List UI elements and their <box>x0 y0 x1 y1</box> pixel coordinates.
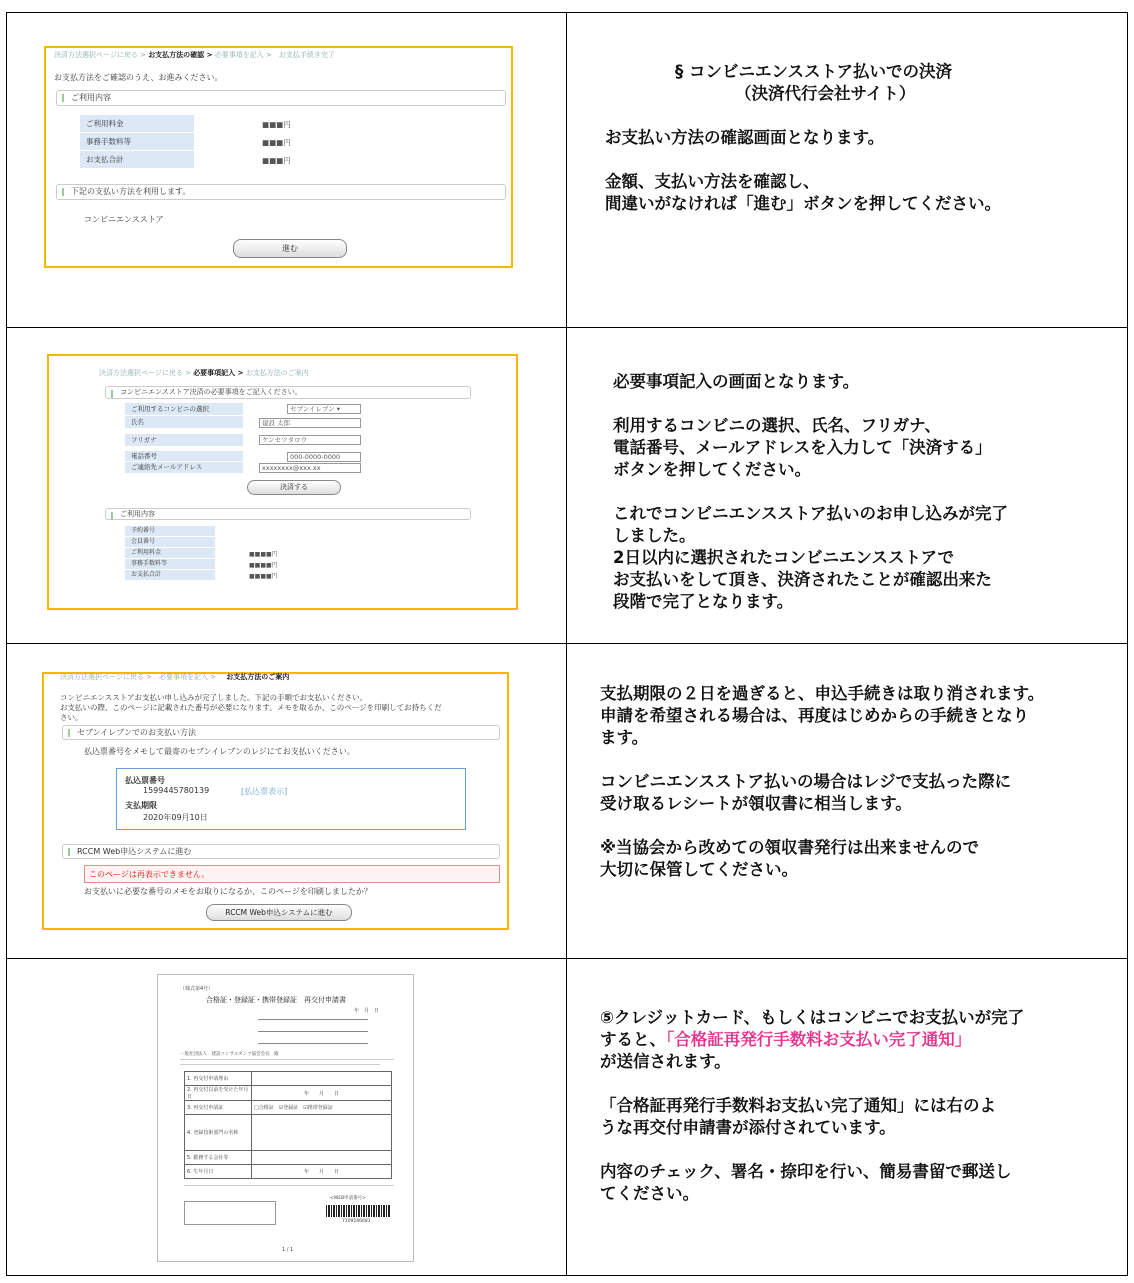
row2-line: 必要事項記入の画面となります。 <box>613 372 860 391</box>
form-row-value: □合格証 ☑登録証 ☑携帯登録証 <box>252 1101 392 1115</box>
section-header: 下記の支払い方法を利用します。 <box>56 184 506 200</box>
furigana-input[interactable]: ケンセツタロウ <box>259 435 361 445</box>
payment-info-box <box>116 768 466 830</box>
store-select-label: ご利用するコンビニの選択 <box>125 403 243 415</box>
handling-fee-label: 事務手数料等 <box>125 559 215 569</box>
intro-line: お支払いの際、このページに記載された番号が必要になります。メモを取るか、このページを印刷してお持ちくだ <box>60 703 442 712</box>
row3-line: 大切に保管してください。 <box>600 860 798 879</box>
warning-text: このページは再表示できません。 <box>89 870 210 879</box>
form-row-value <box>252 1115 392 1151</box>
breadcrumb <box>54 50 335 60</box>
form-date: 年 月 日 <box>354 1008 380 1014</box>
spacer <box>605 105 1001 127</box>
web-application-no-label: <WEB申請番号> <box>330 1196 366 1201</box>
phone-input[interactable]: 000-0000-0000 <box>287 452 361 462</box>
slip-number-label: 払込票番号 <box>125 776 165 785</box>
print-question: お支払いに必要な番号のメモをお取りになるか、このページを印刷しましたか？ <box>84 887 372 896</box>
screenshot-payment-confirm <box>44 46 513 268</box>
breadcrumb-current: お支払方法のご案内 <box>226 673 290 681</box>
row-divider <box>7 958 1127 959</box>
proceed-rccm-button[interactable]: RCCM Web申込システムに進む <box>206 904 352 921</box>
row3-line: コンビニエンスストア払いの場合はレジで支払った際に <box>600 772 1012 791</box>
name-input[interactable]: 建設 太郎 <box>259 418 361 428</box>
form-note <box>180 1059 394 1060</box>
row4-line: が送信されます。 <box>600 1052 731 1071</box>
breadcrumb <box>60 672 289 682</box>
reissue-application-form <box>157 974 414 1262</box>
form-row-label: 4. 登録技術部門の名称 <box>185 1115 252 1151</box>
handling-fee-value: ■■■円 <box>262 138 291 147</box>
proceed-button[interactable]: 進む <box>233 239 347 258</box>
breadcrumb-current: お支払方法の確認 > <box>148 51 213 59</box>
row2-line: お支払いをして頂き、決済されたことが確認出来た <box>613 570 992 589</box>
row3-text <box>600 683 1044 881</box>
address-line <box>258 1019 368 1020</box>
form-table <box>184 1071 392 1179</box>
email-label: ご連絡先メールアドレス <box>125 462 243 473</box>
row2-text <box>613 371 1008 613</box>
form-row-label: 1. 再交付申請理由 <box>185 1072 252 1086</box>
row1-line: 間違いがなければ「進む」ボタンを押してください。 <box>605 194 1001 213</box>
name-line <box>258 1043 368 1044</box>
form-row-label: 5. 勤務する会社等 <box>185 1151 252 1165</box>
slip-number: 1599445780139 <box>143 786 210 795</box>
form-note <box>184 1185 394 1186</box>
row2-line: 利用するコンビニの選択、氏名、フリガナ、 <box>613 416 942 435</box>
spacer <box>600 749 1044 771</box>
row2-line: しました。 <box>613 526 696 545</box>
submit-payment-button[interactable]: 決済する <box>247 480 341 495</box>
form-note <box>180 1064 380 1065</box>
row3-line: ます。 <box>600 728 649 747</box>
spacer <box>605 149 1001 171</box>
member-no-label: 会員番号 <box>125 537 215 547</box>
fee-value: ■■■円 <box>262 120 291 129</box>
row2-line: 電話番号、メールアドレスを入力して「決済する」 <box>613 438 992 457</box>
form-row-label: 3. 再交付申請証 <box>185 1101 252 1115</box>
section-header: RCCM Web申込システムに進む <box>62 844 500 859</box>
row4-line: ⑤クレジットカード、もしくはコンビニでお支払いが完了 <box>600 1008 1025 1027</box>
row4-line: 「合格証再発行手数料お支払い完了通知」には右のよ <box>600 1096 996 1115</box>
payment-method: コンビニエンスストア <box>84 215 164 224</box>
breadcrumb-next: お支払方法のご案内 <box>245 369 309 377</box>
due-date: 2020年09月10日 <box>143 813 208 822</box>
row1-subtitle: （決済代行会社サイト） <box>735 84 916 103</box>
reservation-no-label: 予約番号 <box>125 526 215 536</box>
spacer <box>613 481 1008 503</box>
section-header: コンビニエンスストア決済の必要事項をご記入ください。 <box>105 386 471 399</box>
form-row-label: 2. 再交付以前を受けた年月日 <box>185 1086 252 1101</box>
instruction-text: 払込票番号をメモして最寄のセブンイレブンのレジにてお支払いください。 <box>84 747 355 756</box>
row1-title: § コンビニエンスストア払いでの決済 <box>675 62 953 81</box>
total-label: お支払合計 <box>80 151 194 168</box>
furigana-label: フリガナ <box>125 434 243 446</box>
spacer <box>600 1073 1024 1095</box>
row3-line: 申請を希望される場合は、再度はじめからの手続きとなり <box>600 706 1029 725</box>
breadcrumb <box>99 368 309 378</box>
form-title: 合格証・登録証・携帯登録証 再交付申請書 <box>206 996 346 1004</box>
row-divider <box>7 327 1127 328</box>
section-header: セブンイレブンでのお支払い方法 <box>62 725 500 740</box>
handling-fee-label: 事務手数料等 <box>80 133 194 150</box>
intro-line: コンビニエンスストアお支払い申し込みが完了しました。下記の手順でお支払いください。 <box>60 693 368 702</box>
total-label: お支払合計 <box>125 570 215 580</box>
row4-line: すると、 <box>600 1030 666 1049</box>
store-select[interactable]: セブンイレブン ▾ <box>287 404 361 414</box>
row2-line: ボタンを押してください。 <box>613 460 811 479</box>
intro-text: お支払方法をご確認のうえ、お進みください。 <box>54 73 223 82</box>
notification-title-highlight: 「合格証再発行手数料お支払い完了通知」 <box>666 1030 972 1049</box>
row1-line: お支払い方法の確認画面となります。 <box>605 128 885 147</box>
spacer <box>600 1139 1024 1161</box>
fee-label: ご利用料金 <box>125 548 215 558</box>
total-value: ■■■■円 <box>249 573 278 580</box>
form-row-value <box>252 1072 392 1086</box>
intro-line: さい。 <box>60 713 83 722</box>
screenshot-required-info <box>47 354 518 610</box>
row3-line: 支払期限の２日を過ぎると、申込手続きは取り消されます。 <box>600 684 1045 703</box>
section-header: ご利用内容 <box>56 90 506 106</box>
receipt-box <box>184 1201 276 1225</box>
page-number: 1 / 1 <box>282 1247 294 1253</box>
row3-line: ※当協会から改めての領収書発行は出来ませんので <box>600 838 980 857</box>
warning-box <box>84 865 500 883</box>
row-divider <box>7 643 1127 644</box>
phone-line <box>258 1031 368 1032</box>
row2-line: 2日以内に選択されたコンビニエンスストアで <box>613 548 954 567</box>
due-date-label: 支払期限 <box>125 801 157 810</box>
row4-line: てください。 <box>600 1184 699 1203</box>
barcode <box>326 1205 390 1217</box>
screenshot-payment-guide <box>42 672 509 930</box>
row2-line: これでコンビニエンスストア払いのお申し込みが完了 <box>613 504 1009 523</box>
breadcrumb-prev: 決済方法選択ページに戻る > 必要事項を記入 > <box>60 673 217 681</box>
fee-value: ■■■■円 <box>249 551 278 558</box>
form-addressee: 一般社団法人 建設コンサルタンツ協会会長 殿 <box>180 1052 279 1057</box>
name-label: 氏名 <box>125 416 243 428</box>
breadcrumb-next: 必要事項を記入 > お支払手続き完了 <box>214 51 335 59</box>
row4-line: 内容のチェック、署名・捺印を行い、簡易書留で郵送し <box>600 1162 1012 1181</box>
form-row-value: 年 月 日 <box>252 1086 392 1101</box>
row1-text <box>605 61 1001 215</box>
row1-line: 金額、支払い方法を確認し、 <box>605 172 820 191</box>
barcode-number: 7109166681 <box>342 1219 371 1224</box>
total-value: ■■■円 <box>262 156 291 165</box>
breadcrumb-prev: 決済方法選択ページに戻る > <box>54 51 146 59</box>
row4-text <box>600 1007 1024 1205</box>
spacer <box>600 815 1044 837</box>
column-divider <box>566 13 567 1275</box>
section-header: ご利用内容 <box>105 508 471 520</box>
fee-label: ご利用料金 <box>80 115 194 132</box>
spacer <box>613 393 1008 415</box>
phone-label: 電話番号 <box>125 451 243 461</box>
handling-fee-value: ■■■■円 <box>249 562 278 569</box>
breadcrumb-current: 必要事項記入 > <box>193 369 244 377</box>
row4-line: うな再交付申請書が添付されています。 <box>600 1118 896 1137</box>
form-row-label: 6. 生年月日 <box>185 1165 252 1179</box>
form-number: （様式第4号） <box>180 986 214 992</box>
slip-display-link[interactable]: [払込票表示] <box>241 787 288 796</box>
form-row-value <box>252 1151 392 1165</box>
breadcrumb-prev: 決済方法選択ページに戻る > <box>99 369 191 377</box>
email-input[interactable]: xxxxxxxx@xxx.xx <box>259 463 361 473</box>
row3-line: 受け取るレシートが領収書に相当します。 <box>600 794 912 813</box>
form-row-value: 年 月 日 <box>252 1165 392 1179</box>
row2-line: 段階で完了となります。 <box>613 592 794 611</box>
